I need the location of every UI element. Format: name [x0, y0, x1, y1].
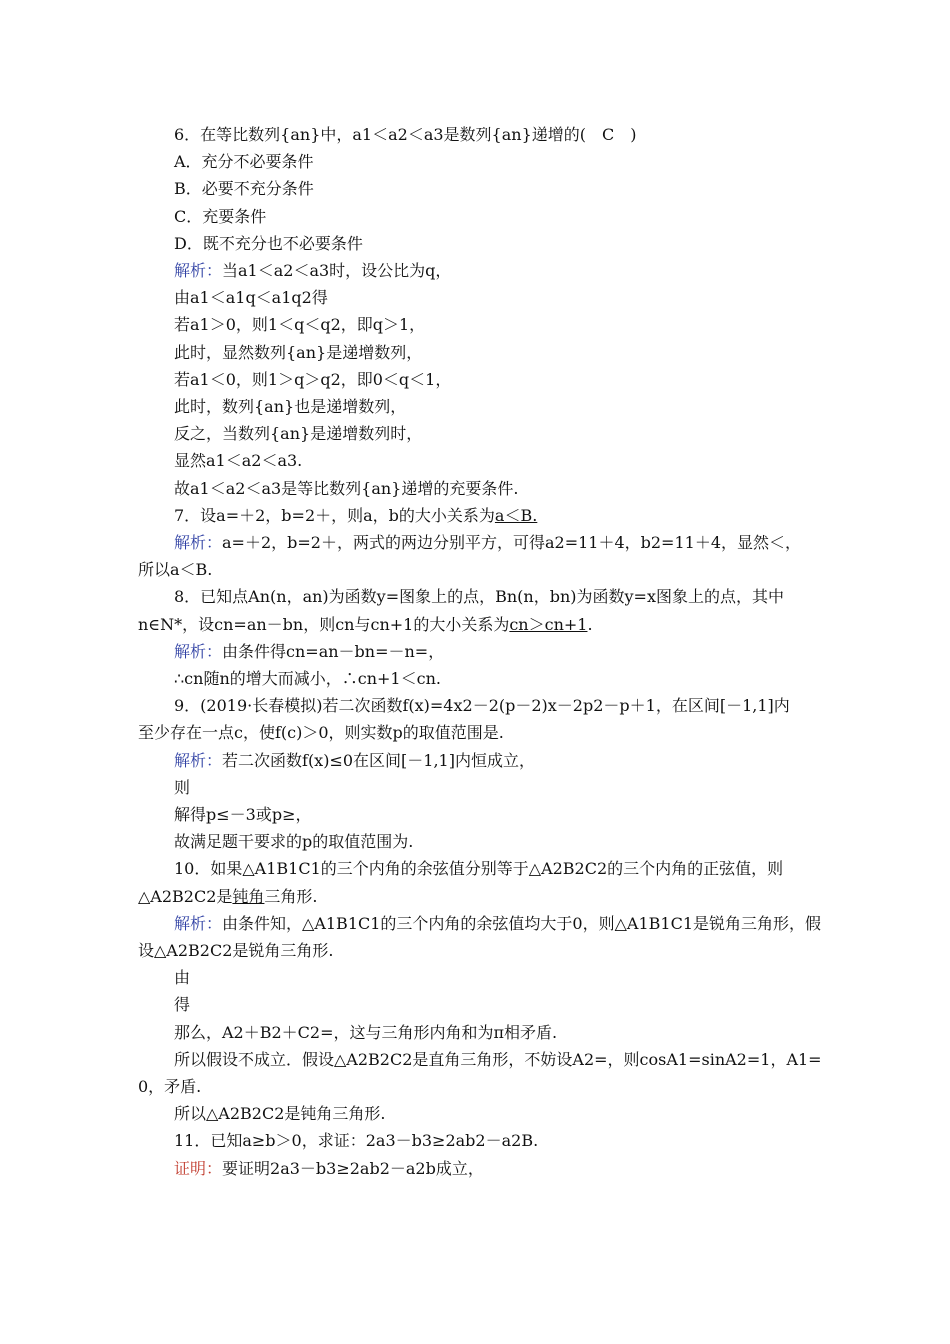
line-text: △A2B2C2是 [138, 887, 233, 906]
p6-line [0, 121, 950, 148]
p6-line [0, 284, 950, 311]
p10-line [0, 910, 950, 937]
p6-line [0, 420, 950, 447]
line-text: 由a1＜a1q＜a1q2得 [174, 288, 328, 307]
p8-line [0, 665, 950, 692]
line-text: 那么，A2＋B2＋C2=，这与三角形内角和为π相矛盾. [174, 1023, 558, 1042]
line-text: 显然a1＜a2＜a3. [174, 451, 303, 470]
p11-line [0, 1127, 950, 1154]
line-text: 由条件得cn=an－bn=－n=， [222, 642, 445, 661]
p8-line [0, 611, 950, 638]
line-text: D．既不充分也不必要条件 [174, 234, 363, 253]
answer-blank: 钝角 [232, 887, 265, 906]
line-text: 由条件知，△A1B1C1的三个内角的余弦值均大于0，则△A1B1C1是锐角三角形，假 [222, 914, 821, 933]
p7-line [0, 502, 950, 529]
line-text: 解得p≤－3或p≥， [174, 805, 312, 824]
line-text: 故a1＜a2＜a3是等比数列{an}递增的充要条件. [174, 479, 519, 498]
line-text: A．充分不必要条件 [174, 152, 314, 171]
line-text: C．充要条件 [174, 207, 267, 226]
p6-line [0, 230, 950, 257]
p6-line [0, 175, 950, 202]
line-text: 所以△A2B2C2是钝角三角形. [174, 1104, 386, 1123]
line-text-tail: 三角形. [264, 887, 318, 906]
line-text: 此时，显然数列{an}是递增数列， [174, 343, 423, 362]
p6-line [0, 311, 950, 338]
line-text: 设△A2B2C2是锐角三角形. [138, 941, 334, 960]
line-text: 7．设a=＋2，b=2＋，则a，b的大小关系为 [174, 506, 495, 525]
p10-line [0, 883, 950, 910]
line-text: ∴cn随n的增大而减小，∴cn+1＜cn. [174, 669, 441, 688]
p10-line [0, 964, 950, 991]
p10-line [0, 991, 950, 1018]
p10-line [0, 1073, 950, 1100]
p6-line [0, 203, 950, 230]
p7-line [0, 529, 950, 556]
line-text: 所以a＜B. [138, 560, 213, 579]
line-text: 11．已知a≥b＞0，求证：2a3－b3≥2ab2－a2B. [174, 1131, 539, 1150]
line-text: 要证明2a3－b3≥2ab2－a2b成立， [222, 1159, 484, 1178]
line-text: 10．如果△A1B1C1的三个内角的余弦值分别等于△A2B2C2的三个内角的正弦值，则 [174, 859, 784, 878]
line-text: 9．(2019·长春模拟)若二次函数f(x)=4x2－2(p－2)x－2p2－p＋1，在区间[－1,1]内 [174, 696, 790, 715]
line-text: 至少存在一点c，使f(c)＞0，则实数p的取值范围是. [138, 723, 504, 742]
line-text: 所以假设不成立．假设△A2B2C2是直角三角形，不妨设A2=，则cosA1=sinA2=1，A1= [174, 1050, 822, 1069]
p9-line [0, 801, 950, 828]
line-text: 若二次函数f(x)≤0在区间[－1,1]内恒成立， [222, 751, 535, 770]
p6-line [0, 475, 950, 502]
p6-line [0, 393, 950, 420]
line-text: 此时，数列{an}也是递增数列， [174, 397, 407, 416]
line-text: 6．在等比数列{an}中，a1＜a2＜a3是数列{an}递增的( C ) [174, 125, 637, 144]
p10-line [0, 1100, 950, 1127]
analysis-label: 解析： [174, 751, 223, 770]
line-text: 0，矛盾. [138, 1077, 202, 1096]
answer-blank: cn＞cn+1 [509, 615, 588, 634]
line-text: 当a1＜a2＜a3时，设公比为q， [222, 261, 452, 280]
p6-line [0, 447, 950, 474]
line-text-tail: . [587, 615, 593, 634]
p10-line [0, 855, 950, 882]
line-text: a=＋2，b=2＋，两式的两边分别平方，可得a2=11＋4，b2=11＋4，显然＜， [222, 533, 802, 552]
line-text: 反之，当数列{an}是递增数列时， [174, 424, 423, 443]
p6-line [0, 257, 950, 284]
p11-line [0, 1155, 950, 1182]
line-text: 若a1＞0，则1＜q＜q2，即q＞1， [174, 315, 426, 334]
p8-line [0, 638, 950, 665]
p9-line [0, 774, 950, 801]
analysis-label: 解析： [174, 261, 223, 280]
line-text: B．必要不充分条件 [174, 179, 314, 198]
line-text: 8．已知点An(n，an)为函数y=图象上的点，Bn(n，bn)为函数y=x图象上的点，其中 [174, 587, 784, 606]
p10-line [0, 1046, 950, 1073]
p7-line [0, 556, 950, 583]
line-text: n∈N*，设cn=an－bn，则cn与cn+1的大小关系为 [138, 615, 510, 634]
p6-line [0, 339, 950, 366]
p10-line [0, 1019, 950, 1046]
analysis-label: 解析： [174, 533, 223, 552]
p6-line [0, 366, 950, 393]
p10-line [0, 937, 950, 964]
line-text: 得 [174, 995, 191, 1014]
line-text: 若a1＜0，则1＞q＞q2，即0＜q＜1， [174, 370, 452, 389]
p6-line [0, 148, 950, 175]
p9-line [0, 719, 950, 746]
p8-line [0, 583, 950, 610]
line-text: 故满足题干要求的p的取值范围为. [174, 832, 414, 851]
p9-line [0, 747, 950, 774]
analysis-label: 解析： [174, 642, 223, 661]
line-text: 则 [174, 778, 191, 797]
p9-line [0, 692, 950, 719]
p9-line [0, 828, 950, 855]
analysis-label: 解析： [174, 914, 223, 933]
proof-label: 证明： [174, 1159, 223, 1178]
line-text: 由 [174, 968, 191, 987]
answer-blank: a＜B. [494, 506, 538, 525]
